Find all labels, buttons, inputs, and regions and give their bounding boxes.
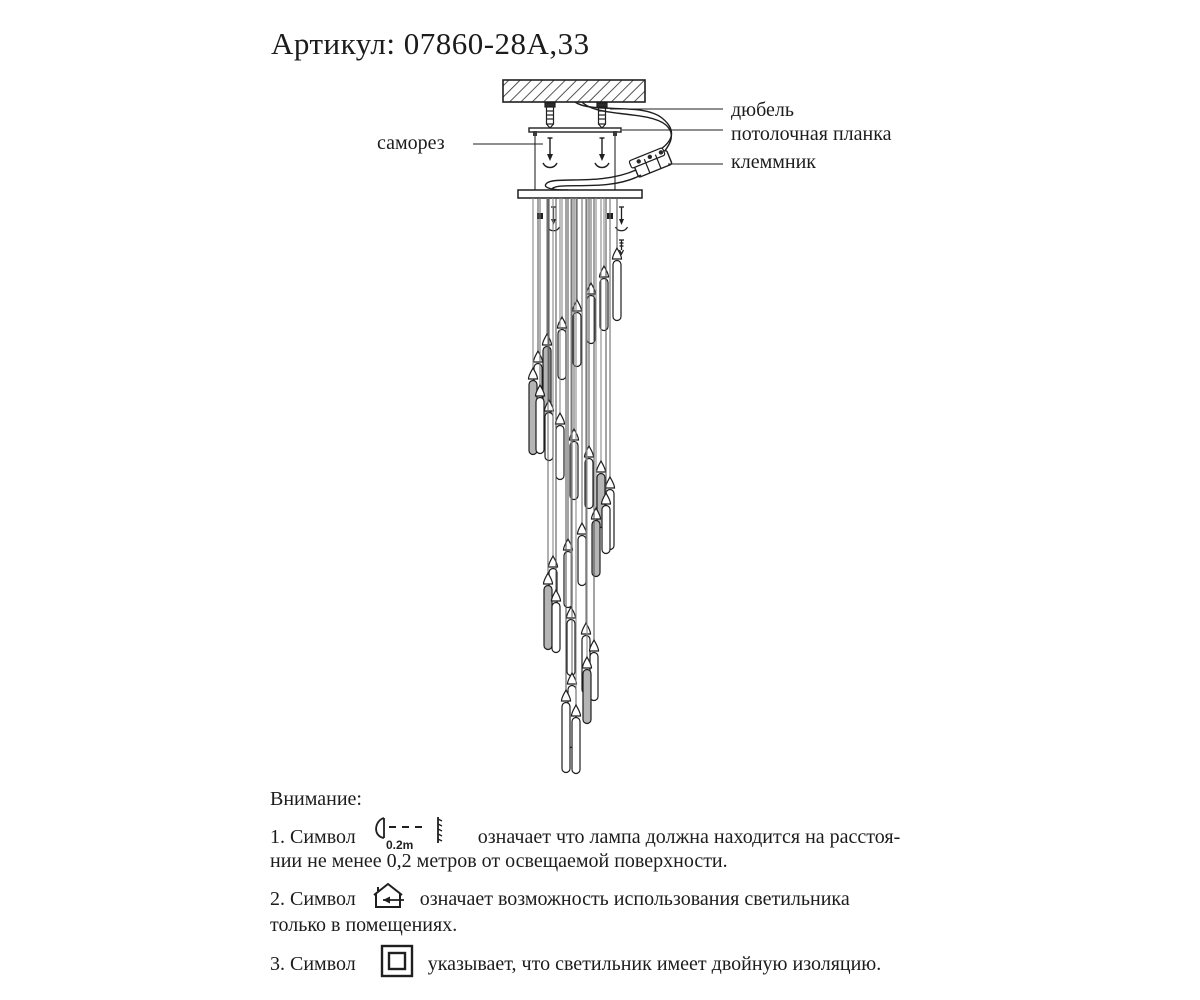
- ceiling-hatch: [503, 80, 645, 102]
- ceiling-plate: [529, 128, 621, 132]
- indoor-use-symbol-icon: [370, 881, 406, 917]
- warning-item-3-text: указывает, что светильник имеет двойную изоляцию.: [427, 952, 882, 975]
- label-dyubel: дюбель: [731, 99, 795, 121]
- warning-item-2: [270, 881, 850, 917]
- canopy-plate: [518, 190, 642, 198]
- page-title: Артикул: 07860-28А,33: [271, 26, 590, 61]
- warning-item-1-text: означает что лампа должна находится на расстоя-: [477, 825, 901, 848]
- pendant-drop: [558, 198, 567, 380]
- pendant-drop: [602, 198, 611, 554]
- screw-arrow-icon: [543, 138, 609, 168]
- warning-item-1-prefix: 1. Символ: [270, 825, 356, 848]
- warning-heading: Внимание:: [270, 788, 362, 810]
- min-distance-label: 0.2m: [385, 838, 414, 852]
- double-insulation-symbol-icon: [380, 944, 414, 984]
- label-klemmnik: клеммник: [731, 151, 817, 173]
- warning-item-2-line2: только в помещениях.: [270, 914, 458, 936]
- warning-item-3: [270, 944, 881, 984]
- pendant-drop: [536, 198, 545, 454]
- label-planka: потолочная планка: [731, 123, 892, 145]
- pendant-drop: [613, 198, 622, 321]
- warning-item-2-text: означает возможность использования светильника: [419, 887, 850, 910]
- mounting-screws: [533, 131, 617, 190]
- terminal-block-icon: [629, 146, 672, 178]
- pendant-drop: [543, 198, 552, 419]
- pendant-drop: [578, 198, 587, 586]
- warning-item-3-prefix: 3. Символ: [270, 952, 356, 975]
- warning-item-1-line2: нии не менее 0,2 метров от освещаемой поверхности.: [270, 850, 728, 872]
- label-samorez: саморез: [377, 132, 445, 154]
- pendant-layer: [529, 198, 622, 774]
- pendant-drop: [545, 198, 554, 461]
- canopy-wire: [545, 170, 641, 191]
- warning-item-2-prefix: 2. Символ: [270, 887, 356, 910]
- dowel-icon: [545, 103, 607, 128]
